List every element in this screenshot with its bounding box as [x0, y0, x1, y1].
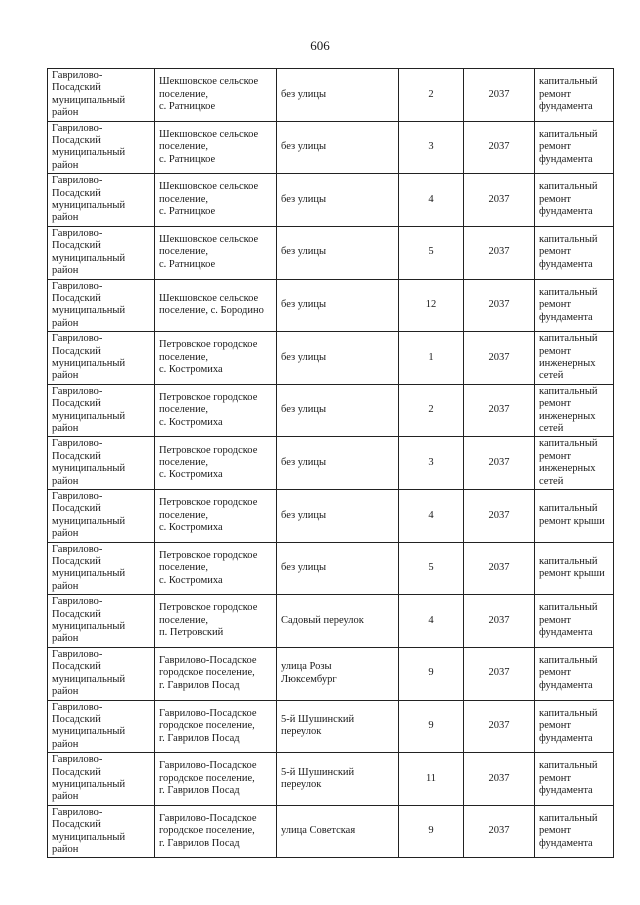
district-cell: [48, 279, 155, 332]
settlement-cell: [155, 121, 277, 174]
district-cell: [48, 121, 155, 174]
district-cell-text: Гаврилово- Посадский муниципальный район: [52, 596, 126, 645]
house-number-cell-text: 3: [428, 456, 434, 468]
settlement-cell-text: Петровское городское поселение, с. Костромиха: [159, 444, 258, 481]
district-cell-text: Гаврилово- Посадский муниципальный район: [52, 754, 126, 803]
year-cell-text: 2037: [488, 667, 510, 679]
work-type-cell: [535, 174, 614, 227]
year-cell-text: 2037: [488, 456, 510, 468]
settlement-cell-text: Петровское городское поселение, с. Костромиха: [159, 549, 258, 586]
work-type-cell-text: капитальный ремонт инженерных сетей: [539, 333, 598, 382]
house-number-cell: [399, 437, 464, 490]
settlement-cell-text: Шекшовское сельское поселение, с. Ратницкое: [159, 76, 259, 113]
district-cell-text: Гаврилово- Посадский муниципальный район: [52, 175, 126, 224]
house-number-cell-text: 4: [428, 193, 434, 205]
settlement-cell: [155, 174, 277, 227]
district-cell: [48, 595, 155, 648]
settlement-cell-text: Гаврилово-Посадское городское поселение, г. Гаврилов Посад: [159, 655, 257, 691]
street-cell-text: без улицы: [281, 141, 327, 153]
work-type-cell-text: капитальный ремонт фундамента: [539, 602, 598, 639]
house-number-cell-text: 5: [428, 562, 434, 574]
house-number-cell-text: 3: [428, 141, 434, 153]
house-number-cell-text: 11: [425, 772, 437, 784]
street-cell: [277, 332, 399, 385]
district-cell-text: Гаврилово- Посадский муниципальный район: [52, 438, 126, 487]
street-cell: [277, 805, 399, 858]
work-type-cell: [535, 753, 614, 806]
house-number-cell: [399, 174, 464, 227]
settlement-cell: [155, 69, 277, 122]
work-type-cell: [535, 69, 614, 122]
district-cell: [48, 174, 155, 227]
district-cell: [48, 437, 155, 490]
year-cell: [464, 490, 535, 543]
work-type-cell-text: капитальный ремонт фундамента: [539, 234, 598, 270]
house-number-cell: [399, 490, 464, 543]
year-cell: [464, 279, 535, 332]
street-cell-text: улица Советская: [281, 825, 356, 837]
page-number: 606: [310, 38, 330, 53]
house-number-cell: [399, 805, 464, 858]
settlement-cell: [155, 700, 277, 753]
district-cell-text: Гаврилово- Посадский муниципальный район: [52, 333, 126, 382]
street-cell-text: без улицы: [281, 509, 327, 521]
settlement-cell-text: Гаврилово-Посадское городское поселение, г. Гаврилов Посад: [159, 760, 257, 797]
repair-schedule-table: [47, 68, 614, 858]
house-number-cell-text: 1: [428, 351, 434, 363]
house-number-cell: [399, 121, 464, 174]
district-cell: [48, 332, 155, 385]
settlement-cell-text: Шекшовское сельское поселение, с. Бородино: [159, 292, 264, 317]
year-cell-text: 2037: [488, 562, 510, 574]
year-cell: [464, 437, 535, 490]
year-cell: [464, 332, 535, 385]
year-cell-text: 2037: [488, 299, 510, 311]
table-row: [48, 437, 614, 490]
settlement-cell: [155, 647, 277, 700]
work-type-cell: [535, 700, 614, 753]
house-number-cell-text: 5: [428, 246, 434, 258]
work-type-cell-text: капитальный ремонт фундамента: [539, 76, 598, 113]
work-type-cell: [535, 332, 614, 385]
work-type-cell: [535, 542, 614, 595]
house-number-cell: [399, 595, 464, 648]
house-number-cell-text: 4: [428, 509, 434, 521]
street-cell: [277, 121, 399, 174]
work-type-cell: [535, 595, 614, 648]
work-type-cell-text: капитальный ремонт фундамента: [539, 181, 598, 218]
year-cell-text: 2037: [488, 720, 510, 732]
settlement-cell: [155, 332, 277, 385]
settlement-cell: [155, 437, 277, 490]
settlement-cell: [155, 542, 277, 595]
district-cell: [48, 700, 155, 753]
street-cell-text: 5-й Шушинский переулок: [281, 766, 355, 790]
table-row: [48, 279, 614, 332]
district-cell-text: Гаврилово- Посадский муниципальный район: [52, 543, 126, 592]
district-cell: [48, 69, 155, 122]
year-cell-text: 2037: [488, 509, 510, 521]
house-number-cell-text: 9: [428, 667, 434, 679]
work-type-cell-text: капитальный ремонт инженерных сетей: [539, 438, 598, 487]
house-number-cell-text: 2: [428, 88, 434, 100]
house-number-cell-text: 4: [428, 614, 434, 626]
house-number-cell: [399, 226, 464, 279]
district-cell-text: Гаврилово- Посадский муниципальный район: [52, 491, 126, 540]
work-type-cell: [535, 490, 614, 543]
district-cell-text: Гаврилово- Посадский муниципальный район: [52, 701, 126, 750]
year-cell: [464, 647, 535, 700]
work-type-cell-text: капитальный ремонт фундамента: [539, 655, 598, 691]
work-type-cell-text: капитальный ремонт фундамента: [539, 286, 598, 323]
settlement-cell-text: Петровское городское поселение, с. Костромиха: [159, 391, 258, 428]
table-row: [48, 647, 614, 700]
year-cell: [464, 226, 535, 279]
house-number-cell-text: 9: [428, 825, 434, 837]
street-cell-text: без улицы: [281, 404, 327, 416]
table-row: [48, 700, 614, 753]
house-number-cell: [399, 647, 464, 700]
district-cell-text: Гаврилово- Посадский муниципальный район: [52, 70, 126, 119]
street-cell: [277, 595, 399, 648]
district-cell: [48, 384, 155, 437]
work-type-cell: [535, 437, 614, 490]
street-cell: [277, 700, 399, 753]
table-row: [48, 805, 614, 858]
year-cell-text: 2037: [488, 825, 510, 837]
year-cell-text: 2037: [488, 614, 510, 626]
work-type-cell: [535, 647, 614, 700]
work-type-cell-text: капитальный ремонт фундамента: [539, 707, 598, 744]
street-cell: [277, 174, 399, 227]
street-cell-text: без улицы: [281, 246, 327, 258]
street-cell-text: без улицы: [281, 193, 327, 205]
street-cell: [277, 279, 399, 332]
settlement-cell-text: Гаврилово-Посадское городское поселение, г. Гаврилов Посад: [159, 707, 257, 744]
table-row: [48, 332, 614, 385]
work-type-cell: [535, 121, 614, 174]
district-cell: [48, 753, 155, 806]
year-cell-text: 2037: [488, 246, 510, 258]
work-type-cell: [535, 226, 614, 279]
street-cell-text: улица Розы Люксембург: [281, 661, 337, 685]
table-row: [48, 595, 614, 648]
work-type-cell-text: капитальный ремонт крыши: [539, 503, 605, 527]
year-cell-text: 2037: [488, 351, 510, 363]
table-row: [48, 753, 614, 806]
house-number-cell-text: 2: [428, 404, 434, 416]
house-number-cell: [399, 700, 464, 753]
street-cell: [277, 384, 399, 437]
street-cell-text: без улицы: [281, 562, 327, 574]
work-type-cell-text: капитальный ремонт фундамента: [539, 128, 598, 165]
street-cell-text: без улицы: [281, 88, 327, 100]
year-cell: [464, 121, 535, 174]
work-type-cell: [535, 805, 614, 858]
settlement-cell-text: Гаврилово-Посадское городское поселение, г. Гаврилов Посад: [159, 812, 257, 849]
settlement-cell-text: Петровское городское поселение, с. Костромиха: [159, 339, 258, 376]
house-number-cell: [399, 279, 464, 332]
district-cell: [48, 490, 155, 543]
table-row: [48, 490, 614, 543]
table-row: [48, 174, 614, 227]
house-number-cell: [399, 542, 464, 595]
work-type-cell-text: капитальный ремонт крыши: [539, 556, 605, 580]
work-type-cell-text: капитальный ремонт фундамента: [539, 812, 598, 849]
street-cell-text: Садовый переулок: [281, 614, 364, 626]
district-cell-text: Гаврилово- Посадский муниципальный район: [52, 806, 126, 855]
street-cell-text: без улицы: [281, 299, 327, 311]
house-number-cell-text: 9: [428, 720, 434, 732]
settlement-cell: [155, 279, 277, 332]
district-cell-text: Гаврилово- Посадский муниципальный район: [52, 385, 126, 434]
street-cell: [277, 542, 399, 595]
work-type-cell: [535, 279, 614, 332]
table-row: [48, 121, 614, 174]
street-cell: [277, 437, 399, 490]
table-row: [48, 384, 614, 437]
year-cell: [464, 805, 535, 858]
district-cell-text: Гаврилово- Посадский муниципальный район: [52, 227, 126, 277]
work-type-cell-text: капитальный ремонт инженерных сетей: [539, 385, 598, 434]
settlement-cell-text: Шекшовское сельское поселение, с. Ратницкое: [159, 234, 259, 270]
year-cell-text: 2037: [488, 404, 510, 416]
settlement-cell: [155, 753, 277, 806]
year-cell-text: 2037: [488, 193, 510, 205]
settlement-cell: [155, 226, 277, 279]
house-number-cell: [399, 69, 464, 122]
work-type-cell: [535, 384, 614, 437]
district-cell-text: Гаврилово- Посадский муниципальный район: [52, 280, 126, 329]
house-number-cell: [399, 384, 464, 437]
settlement-cell-text: Петровское городское поселение, с. Костромиха: [159, 497, 258, 534]
year-cell-text: 2037: [488, 772, 510, 784]
year-cell: [464, 542, 535, 595]
settlement-cell-text: Петровское городское поселение, п. Петровский: [159, 602, 258, 639]
year-cell: [464, 700, 535, 753]
settlement-cell-text: Шекшовское сельское поселение, с. Ратницкое: [159, 181, 259, 218]
district-cell-text: Гаврилово- Посадский муниципальный район: [52, 122, 126, 171]
street-cell: [277, 226, 399, 279]
district-cell-text: Гаврилово- Посадский муниципальный район: [52, 648, 126, 698]
settlement-cell: [155, 384, 277, 437]
year-cell: [464, 69, 535, 122]
settlement-cell: [155, 595, 277, 648]
district-cell: [48, 647, 155, 700]
street-cell-text: 5-й Шушинский переулок: [281, 713, 355, 738]
street-cell: [277, 753, 399, 806]
table-row: [48, 69, 614, 122]
street-cell: [277, 490, 399, 543]
table-body: [48, 69, 614, 858]
year-cell-text: 2037: [488, 88, 510, 100]
year-cell: [464, 174, 535, 227]
year-cell: [464, 595, 535, 648]
street-cell-text: без улицы: [281, 351, 327, 363]
house-number-cell: [399, 753, 464, 806]
street-cell-text: без улицы: [281, 456, 327, 468]
settlement-cell: [155, 490, 277, 543]
year-cell: [464, 753, 535, 806]
district-cell: [48, 542, 155, 595]
year-cell-text: 2037: [488, 141, 510, 153]
street-cell: [277, 69, 399, 122]
street-cell: [277, 647, 399, 700]
house-number-cell-text: 12: [425, 299, 437, 311]
work-type-cell-text: капитальный ремонт фундамента: [539, 760, 598, 797]
settlement-cell-text: Шекшовское сельское поселение, с. Ратницкое: [159, 128, 259, 165]
table-row: [48, 226, 614, 279]
district-cell: [48, 226, 155, 279]
settlement-cell: [155, 805, 277, 858]
house-number-cell: [399, 332, 464, 385]
district-cell: [48, 805, 155, 858]
year-cell: [464, 384, 535, 437]
table-row: [48, 542, 614, 595]
